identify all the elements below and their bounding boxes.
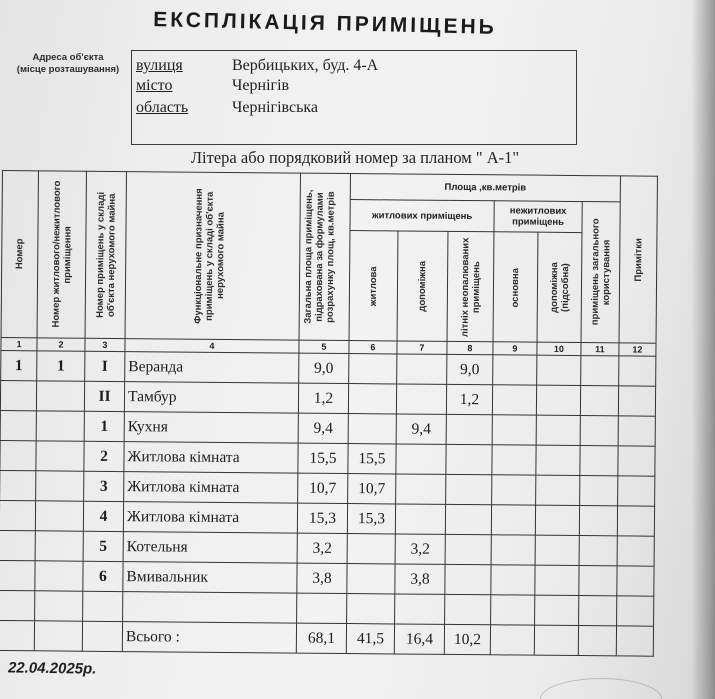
- empty-cell: [579, 596, 617, 626]
- empty-cell: [492, 475, 536, 505]
- room-name: Кухня: [124, 412, 298, 444]
- aux-area: 9,4: [396, 414, 446, 444]
- empty-cell: [536, 475, 580, 505]
- empty-cell: [492, 415, 536, 445]
- room-name: Житлова кімната: [123, 502, 297, 534]
- living-area: [348, 384, 396, 414]
- living-area: [347, 564, 395, 594]
- empty-cell: [535, 565, 579, 595]
- premise-number: [36, 411, 84, 441]
- total-area: 3,2: [297, 533, 347, 563]
- empty-cell: [580, 416, 618, 446]
- column-number: 6: [349, 341, 397, 354]
- header-col-12: Примітки: [619, 176, 657, 343]
- empty-cell: [581, 356, 619, 386]
- room-number: 3: [84, 471, 124, 501]
- aux-area: [395, 594, 445, 624]
- row-number: [0, 560, 35, 590]
- aux-area: [397, 354, 447, 384]
- column-number: 11: [581, 343, 619, 356]
- empty-cell: [493, 355, 537, 385]
- empty-cell: [536, 385, 580, 415]
- room-number: I: [85, 351, 125, 381]
- premise-number: [36, 441, 84, 471]
- header-col-7: допоміжна: [397, 231, 448, 341]
- summer-area: [446, 444, 492, 474]
- total-area: 15,3: [297, 503, 347, 533]
- column-number: 8: [447, 341, 493, 354]
- total-area: 9,0: [299, 353, 349, 383]
- living-area: 15,3: [347, 504, 395, 534]
- living-area-sum: 41,5: [346, 624, 394, 654]
- total-label: Всього :: [122, 622, 296, 654]
- empty-cell: [0, 620, 35, 650]
- column-number: 7: [397, 341, 447, 354]
- column-number: 1: [1, 337, 37, 350]
- header-col-9: основна: [493, 232, 538, 342]
- explication-table: [0, 170, 658, 657]
- room-name: Тамбур: [124, 382, 298, 414]
- row-number: [0, 410, 36, 440]
- empty-cell: [535, 535, 579, 565]
- empty-cell: [492, 445, 536, 475]
- room-number: 2: [84, 441, 124, 471]
- room-name: Котельня: [123, 532, 297, 564]
- column-number: 12: [619, 343, 656, 356]
- empty-cell: [535, 595, 579, 625]
- empty-cell: [580, 476, 618, 506]
- empty-cell: [618, 386, 655, 416]
- stamp-mark: [540, 678, 662, 699]
- aux-area: 3,8: [395, 564, 445, 594]
- aux-area: [396, 474, 446, 504]
- premise-number: [36, 381, 84, 411]
- living-area: [348, 414, 396, 444]
- empty-cell: [534, 625, 578, 655]
- room-number: 1: [84, 411, 124, 441]
- total-row: [0, 620, 654, 656]
- empty-cell: [617, 566, 654, 596]
- address-box: [131, 50, 577, 145]
- total-area: 9,4: [298, 413, 348, 443]
- empty-cell: [618, 446, 655, 476]
- address-label: [6, 52, 130, 76]
- column-number: 5: [299, 340, 349, 353]
- living-area: [349, 354, 397, 384]
- premise-number: [36, 471, 84, 501]
- row-number: [0, 440, 36, 470]
- empty-cell: [579, 566, 617, 596]
- premise-number: [35, 591, 83, 621]
- room-name: Житлова кімната: [124, 472, 298, 504]
- empty-cell: [617, 536, 654, 566]
- living-area: [347, 534, 395, 564]
- empty-cell: [491, 505, 535, 535]
- column-number: 3: [85, 338, 125, 351]
- empty-cell: [536, 415, 580, 445]
- empty-cell: [491, 565, 535, 595]
- empty-cell: [578, 626, 616, 656]
- empty-cell: [580, 446, 618, 476]
- empty-cell: [34, 621, 82, 651]
- region-value: Чернігівська: [232, 99, 319, 116]
- room-number: 5: [83, 531, 123, 561]
- header-living-group: житлових приміщень: [350, 200, 494, 232]
- region-key: область: [136, 99, 189, 116]
- summer-area: [445, 504, 491, 534]
- total-area: 3,8: [297, 563, 347, 593]
- summer-area-sum: 10,2: [444, 624, 490, 654]
- empty-cell: [618, 416, 655, 446]
- header-col-3: Номер приміщень у складі об'єкта нерухомого майна: [85, 171, 126, 338]
- empty-cell: [579, 506, 617, 536]
- header-col-6: житлова: [349, 231, 398, 341]
- litera-line: Літера або порядковий номер за планом " А-1": [190, 148, 520, 167]
- city-value: Чернігів: [232, 77, 290, 94]
- total-area: 10,7: [298, 473, 348, 503]
- aux-area: [395, 504, 445, 534]
- header-col-5: Загальна площа приміщень, підрахована за формулами розрахунку площ, кв.метрів: [299, 173, 350, 340]
- empty-cell: [491, 595, 535, 625]
- row-number: [0, 530, 35, 560]
- total-area-sum: 68,1: [296, 623, 346, 653]
- column-number: 10: [537, 342, 581, 355]
- summer-area: 1,2: [446, 384, 492, 414]
- summer-area: 9,0: [447, 354, 493, 384]
- header-nonliving-group: нежитлових приміщень: [494, 201, 582, 233]
- premise-number: [35, 501, 83, 531]
- header-col-10: допоміжна (підсобна): [537, 232, 582, 342]
- empty-cell: [579, 536, 617, 566]
- empty-cell: [490, 625, 534, 655]
- aux-area: [396, 444, 446, 474]
- room-number: 4: [83, 501, 123, 531]
- document-date: 22.04.2025р.: [7, 659, 97, 678]
- street-key: вулиця: [136, 57, 183, 74]
- room-number: [83, 591, 123, 621]
- summer-area: [446, 414, 492, 444]
- header-col-11: приміщень загального користування: [581, 202, 620, 343]
- empty-cell: [491, 535, 535, 565]
- header-col-4: Функціональне призначення приміщень у складі об'єкта нерухомого майна: [125, 172, 300, 341]
- empty-cell: [580, 386, 618, 416]
- row-number: [0, 500, 36, 530]
- living-area: 15,5: [348, 444, 396, 474]
- city-key: місто: [136, 77, 173, 94]
- empty-cell: [492, 385, 536, 415]
- room-name: Житлова кімната: [124, 442, 298, 474]
- room-name: Веранда: [125, 352, 299, 384]
- header-col-1: Номер: [1, 171, 38, 338]
- explication-table-area: [0, 170, 657, 646]
- row-number: [0, 590, 35, 620]
- empty-cell: [535, 505, 579, 535]
- premise-number: [35, 561, 83, 591]
- aux-area: [396, 384, 446, 414]
- summer-area: [445, 564, 491, 594]
- empty-cell: [617, 506, 654, 536]
- premise-number: [35, 531, 83, 561]
- street-value: Вербицьких, буд. 4-А: [232, 57, 379, 74]
- total-area: 1,2: [298, 383, 348, 413]
- header-col-2: Номер житлового/нежитлового приміщення: [37, 171, 86, 338]
- empty-cell: [619, 356, 656, 386]
- empty-cell: [536, 445, 580, 475]
- empty-cell: [618, 476, 655, 506]
- row-number: [0, 470, 36, 500]
- empty-cell: [82, 621, 122, 651]
- header-col-8: літніх неопалюваних приміщень: [447, 231, 494, 341]
- column-number: 2: [37, 338, 85, 351]
- room-name: [123, 592, 297, 624]
- header-row-1: [2, 171, 657, 203]
- row-number: [0, 380, 36, 410]
- header-area-group: Площа ,кв.метрів: [350, 174, 620, 202]
- empty-cell: [616, 626, 653, 656]
- empty-cell: [537, 355, 581, 385]
- total-area: 15,5: [298, 443, 348, 473]
- row-number: 1: [1, 350, 37, 380]
- living-area: 10,7: [348, 474, 396, 504]
- summer-area: [446, 474, 492, 504]
- living-area: [347, 594, 395, 624]
- address-label-line2: (місце розташування): [16, 64, 120, 75]
- aux-area-sum: 16,4: [394, 624, 444, 654]
- total-area: [297, 593, 347, 623]
- summer-area: [445, 594, 491, 624]
- room-name: Вмивальник: [123, 562, 297, 594]
- page-title: ЕКСПЛІКАЦІЯ ПРИМІЩЕНЬ: [152, 8, 498, 39]
- address-label-line1: Адреса об'єкта: [32, 52, 104, 63]
- column-number: 9: [493, 342, 537, 355]
- empty-cell: [617, 596, 654, 626]
- aux-area: 3,2: [395, 534, 445, 564]
- premise-number: 1: [37, 351, 85, 381]
- room-number: 6: [83, 561, 123, 591]
- room-number: II: [84, 381, 124, 411]
- column-number: 4: [125, 339, 299, 354]
- summer-area: [445, 534, 491, 564]
